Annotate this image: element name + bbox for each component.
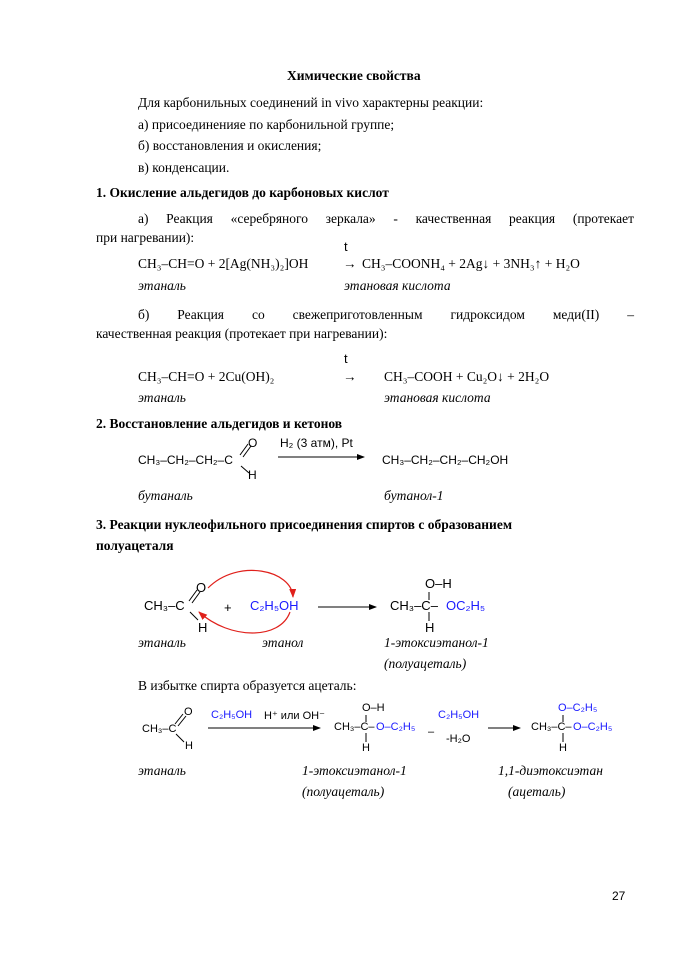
acetal-h: H [559, 742, 567, 754]
plus-sign: + [224, 600, 232, 615]
intro-item-b: б) восстановления и окисления; [138, 138, 322, 153]
acetal-ethanal-bonds [175, 714, 186, 742]
heat-label: t [344, 239, 348, 254]
ethanol-formula: C₂H₅OH [250, 598, 299, 613]
eq2-name-left: этаналь [138, 390, 186, 405]
ethanal-h: H [198, 620, 208, 635]
intro-item-a: а) присоединенияе по карбонильной группе; [138, 117, 395, 132]
red-arrow-alcohol-to-c [199, 612, 290, 633]
acetal-ethanal-o: O [184, 706, 193, 718]
acetal-ethanal-formula: CH₃–C [142, 723, 177, 735]
eq2-arrow: → [343, 369, 357, 384]
minus-sign: – [428, 726, 435, 738]
hemiacetal-h: H [425, 620, 435, 635]
acetal-oc2h5: O–C₂H₅ [573, 721, 613, 733]
heat-label-2: t [344, 351, 348, 366]
eq2-right: CH₃–COOH + Cu₂O↓ + 2H₂O [384, 369, 550, 384]
section-3-heading-line2: полуацеталя [96, 538, 174, 553]
page-number: 27 [612, 889, 626, 903]
name-hemiacetal: 1-этоксиэтанол-1 [384, 635, 489, 650]
eq1-name-right: этановая кислота [344, 278, 451, 293]
ethanal-formula: CH₃–C [144, 598, 185, 613]
acetal-name-hemiacetal: 1-этоксиэтанол-1 [302, 763, 407, 778]
condition-ethanol: C₂H₅OH [211, 709, 253, 721]
eq2-name-right: этановая кислота [384, 390, 491, 405]
butanal-name: бутаналь [138, 488, 193, 503]
hemiacetal-ch3c: CH₃–C– [390, 598, 438, 613]
section-2-heading: 2. Восстановление альдегидов и кетонов [96, 416, 343, 431]
acetal-oc2h5-top: O–C₂H₅ [558, 702, 598, 714]
eq1-right: CH₃–COONH₄ + 2Ag↓ + 3NH₃↑ + H₂O [362, 256, 580, 271]
acetal-name-acetal-paren: (ацеталь) [508, 784, 566, 799]
s1-a-line1: а) Реакция «серебряного зеркала» - качественная реакция (протекает [138, 211, 634, 226]
eq1-name-left: этаналь [138, 278, 186, 293]
s1-a-line2: при нагревании): [96, 230, 195, 245]
acetal-name-diethoxyethane: 1,1-диэтоксиэтан [498, 763, 603, 778]
condition-catalyst: H⁺ или OH⁻ [264, 710, 325, 722]
name-ethanol: этанол [262, 635, 304, 650]
ethanal-bonds [189, 590, 200, 620]
intro-lead: Для карбонильных соединений in vivo характерны реакции: [138, 95, 484, 110]
mid-oc2h5: O–C₂H₅ [376, 721, 416, 733]
hemiacetal-oc2h5: OC₂H₅ [446, 598, 486, 613]
hemiacetal-oh: O–H [425, 576, 452, 591]
ethanal-o: O [196, 580, 207, 595]
section-1-heading: 1. Окисление альдегидов до карбоновых кислот [96, 185, 389, 200]
s1-b-line2: качественная реакция (протекает при нагревании): [96, 326, 388, 341]
acetal-name-ethanal: этаналь [138, 763, 186, 778]
eq1-arrow: → [343, 256, 357, 271]
name-ethanal: этаналь [138, 635, 186, 650]
condition-minus-water: -H₂O [446, 733, 471, 745]
eq2-left: CH₃–CH=O + 2Cu(OH)₂ [138, 369, 275, 384]
butanol-name: бутанол-1 [384, 488, 444, 503]
intro-item-c: в) конденсации. [138, 160, 230, 175]
butanal-bonds [240, 444, 251, 473]
mid-h: H [362, 742, 370, 754]
mid-oh: O–H [362, 702, 385, 714]
acetal-ch3c: CH₃–C– [531, 721, 572, 733]
butanol-formula: CH₃–CH₂–CH₂–CH₂OH [382, 453, 509, 467]
excess-alcohol-text: В избытке спирта образуется ацеталь: [138, 678, 357, 693]
red-arrow-o-to-alcohol [208, 570, 293, 597]
name-hemiacetal-paren: (полуацеталь) [384, 656, 467, 671]
section-3-heading-line1: 3. Реакции нуклеофильного присоединения спиртов с образованием [96, 517, 513, 532]
mid-ch3c: CH₃–C– [334, 721, 375, 733]
s1-b-line1: б) Реакция со свежеприготовленным гидроксидом меди(II) – [138, 307, 634, 322]
eq1-left: CH₃–CH=O + 2[Ag(NH₃)₂]OH [138, 256, 309, 271]
butanal-o: O [248, 436, 258, 450]
page-title: Химические свойства [287, 68, 421, 83]
butanal-formula: CH₃–CH₂–CH₂–C [138, 453, 233, 467]
acetal-ethanal-h: H [185, 740, 193, 752]
acetal-name-hemiacetal-paren: (полуацеталь) [302, 784, 385, 799]
butanal-h: H [248, 468, 257, 482]
condition-ethanol-2: C₂H₅OH [438, 709, 480, 721]
hydrogenation-conditions: H₂ (3 атм), Pt [280, 436, 353, 450]
